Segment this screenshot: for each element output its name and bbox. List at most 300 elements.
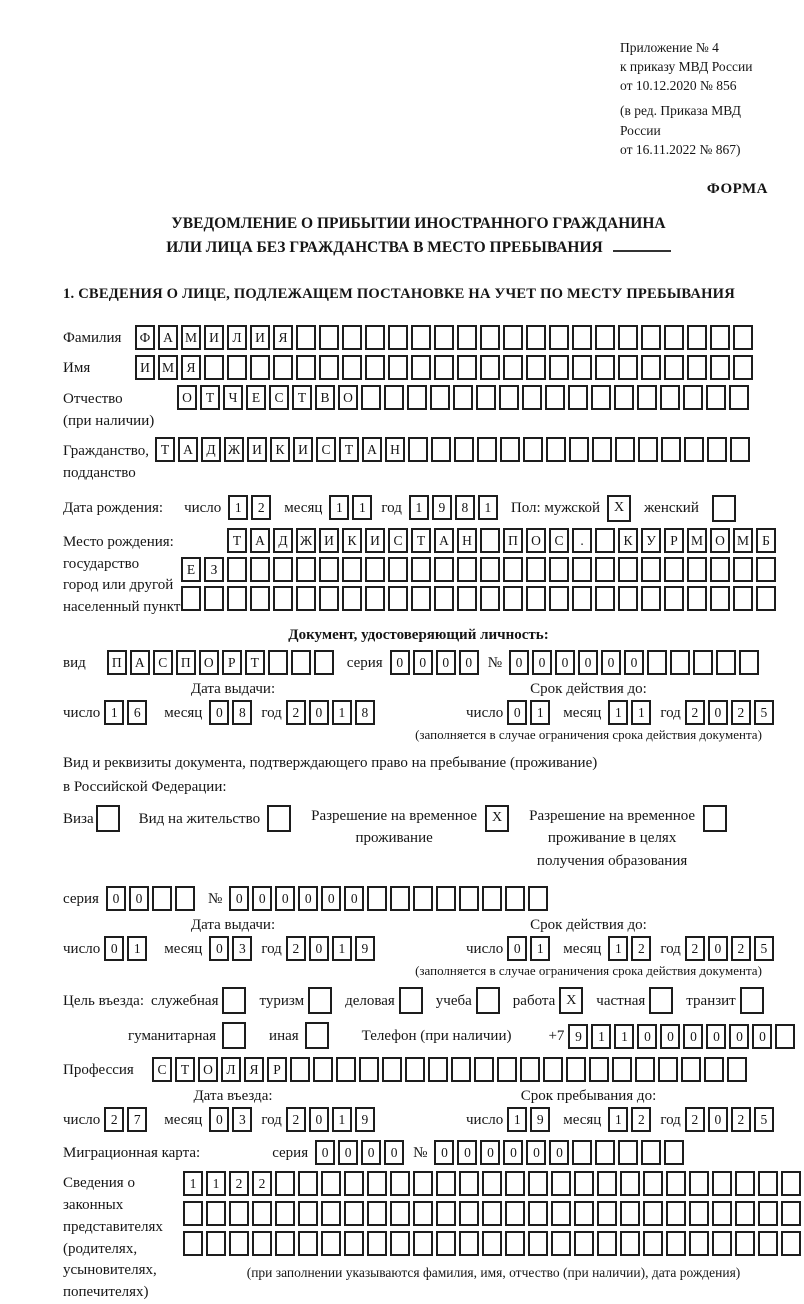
char-box[interactable]: 9 bbox=[355, 936, 375, 961]
char-box[interactable] bbox=[597, 1201, 617, 1226]
char-box[interactable]: 0 bbox=[321, 886, 341, 911]
char-box[interactable] bbox=[503, 586, 523, 611]
char-box[interactable]: Р bbox=[267, 1057, 287, 1082]
char-box[interactable] bbox=[503, 557, 523, 582]
char-box[interactable]: 1 bbox=[332, 700, 352, 725]
char-box[interactable] bbox=[183, 1201, 203, 1226]
char-box[interactable] bbox=[666, 1201, 686, 1226]
char-box[interactable] bbox=[592, 437, 612, 462]
char-box[interactable] bbox=[229, 1231, 249, 1256]
char-box[interactable] bbox=[411, 586, 431, 611]
char-box[interactable]: . bbox=[572, 528, 592, 553]
char-box[interactable] bbox=[365, 325, 385, 350]
char-box[interactable] bbox=[710, 355, 730, 380]
char-box[interactable]: А bbox=[434, 528, 454, 553]
char-box[interactable] bbox=[321, 1201, 341, 1226]
char-box[interactable] bbox=[319, 325, 339, 350]
char-box[interactable] bbox=[551, 1171, 571, 1196]
char-box[interactable]: 0 bbox=[384, 1140, 404, 1165]
char-box[interactable] bbox=[384, 385, 404, 410]
char-box[interactable]: Л bbox=[221, 1057, 241, 1082]
char-box[interactable]: О bbox=[710, 528, 730, 553]
char-box[interactable] bbox=[522, 385, 542, 410]
char-box[interactable] bbox=[342, 325, 362, 350]
char-box[interactable]: С bbox=[549, 528, 569, 553]
char-box[interactable]: О bbox=[198, 1057, 218, 1082]
char-box[interactable]: 2 bbox=[731, 700, 751, 725]
char-box[interactable] bbox=[367, 1231, 387, 1256]
char-box[interactable] bbox=[551, 1201, 571, 1226]
char-box[interactable] bbox=[568, 385, 588, 410]
char-box[interactable]: А bbox=[362, 437, 382, 462]
char-box[interactable] bbox=[399, 987, 423, 1014]
char-box[interactable] bbox=[477, 437, 497, 462]
char-box[interactable]: Ч bbox=[223, 385, 243, 410]
char-box[interactable]: 0 bbox=[309, 1107, 329, 1132]
char-box[interactable] bbox=[505, 1171, 525, 1196]
char-box[interactable]: И bbox=[135, 355, 155, 380]
char-box[interactable] bbox=[687, 355, 707, 380]
char-box[interactable]: 0 bbox=[503, 1140, 523, 1165]
char-box[interactable] bbox=[618, 355, 638, 380]
char-box[interactable] bbox=[733, 586, 753, 611]
char-box[interactable] bbox=[480, 586, 500, 611]
char-box[interactable]: 9 bbox=[432, 495, 452, 520]
char-box[interactable]: 0 bbox=[315, 1140, 335, 1165]
char-box[interactable] bbox=[367, 1171, 387, 1196]
char-box[interactable]: 1 bbox=[608, 700, 628, 725]
char-box[interactable]: П bbox=[176, 650, 196, 675]
char-box[interactable] bbox=[413, 1231, 433, 1256]
char-box[interactable] bbox=[706, 385, 726, 410]
char-box[interactable] bbox=[638, 437, 658, 462]
char-box[interactable]: 1 bbox=[631, 700, 651, 725]
char-box[interactable] bbox=[689, 1171, 709, 1196]
char-box[interactable] bbox=[591, 385, 611, 410]
char-box[interactable]: 1 bbox=[104, 700, 124, 725]
char-box[interactable]: И bbox=[319, 528, 339, 553]
char-box[interactable] bbox=[716, 650, 736, 675]
char-box[interactable] bbox=[595, 355, 615, 380]
char-box[interactable] bbox=[781, 1231, 801, 1256]
char-box[interactable]: А bbox=[178, 437, 198, 462]
char-box[interactable] bbox=[275, 1231, 295, 1256]
char-box[interactable] bbox=[319, 586, 339, 611]
char-box[interactable]: С bbox=[153, 650, 173, 675]
char-box[interactable] bbox=[268, 650, 288, 675]
char-box[interactable] bbox=[252, 1231, 272, 1256]
char-box[interactable]: 2 bbox=[286, 700, 306, 725]
char-box[interactable] bbox=[733, 355, 753, 380]
char-box[interactable] bbox=[252, 1201, 272, 1226]
char-box[interactable] bbox=[549, 586, 569, 611]
char-box[interactable] bbox=[500, 437, 520, 462]
char-box[interactable]: Ж bbox=[296, 528, 316, 553]
char-box[interactable]: М bbox=[733, 528, 753, 553]
char-box[interactable] bbox=[566, 1057, 586, 1082]
char-box[interactable] bbox=[459, 886, 479, 911]
char-box[interactable] bbox=[620, 1201, 640, 1226]
char-box[interactable] bbox=[597, 1171, 617, 1196]
char-box[interactable] bbox=[551, 1231, 571, 1256]
char-box[interactable] bbox=[267, 805, 291, 832]
char-box[interactable] bbox=[618, 586, 638, 611]
char-box[interactable] bbox=[273, 355, 293, 380]
char-box[interactable] bbox=[313, 1057, 333, 1082]
char-box[interactable] bbox=[499, 385, 519, 410]
char-box[interactable] bbox=[618, 557, 638, 582]
char-box[interactable] bbox=[618, 1140, 638, 1165]
char-box[interactable]: П bbox=[107, 650, 127, 675]
char-box[interactable] bbox=[275, 1201, 295, 1226]
char-box[interactable] bbox=[382, 1057, 402, 1082]
char-box[interactable] bbox=[683, 385, 703, 410]
char-box[interactable]: Т bbox=[411, 528, 431, 553]
char-box[interactable]: 0 bbox=[344, 886, 364, 911]
char-box[interactable] bbox=[595, 557, 615, 582]
char-box[interactable] bbox=[689, 1231, 709, 1256]
char-box[interactable]: 0 bbox=[209, 1107, 229, 1132]
char-box[interactable] bbox=[390, 1231, 410, 1256]
char-box[interactable] bbox=[344, 1171, 364, 1196]
char-box[interactable] bbox=[666, 1231, 686, 1256]
char-box[interactable]: 0 bbox=[390, 650, 410, 675]
char-box[interactable] bbox=[181, 586, 201, 611]
char-box[interactable] bbox=[344, 1201, 364, 1226]
char-box[interactable] bbox=[298, 1201, 318, 1226]
char-box[interactable]: Е bbox=[181, 557, 201, 582]
char-box[interactable] bbox=[430, 385, 450, 410]
char-box[interactable]: 0 bbox=[104, 936, 124, 961]
char-box[interactable]: 0 bbox=[298, 886, 318, 911]
char-box[interactable]: 0 bbox=[507, 700, 527, 725]
char-box[interactable]: 3 bbox=[232, 936, 252, 961]
char-box[interactable] bbox=[183, 1231, 203, 1256]
char-box[interactable] bbox=[712, 1171, 732, 1196]
char-box[interactable]: 2 bbox=[685, 1107, 705, 1132]
char-box[interactable] bbox=[664, 557, 684, 582]
char-box[interactable] bbox=[308, 987, 332, 1014]
char-box[interactable]: 0 bbox=[457, 1140, 477, 1165]
char-box[interactable] bbox=[595, 528, 615, 553]
char-box[interactable] bbox=[206, 1201, 226, 1226]
char-box[interactable] bbox=[459, 1201, 479, 1226]
char-box[interactable] bbox=[712, 495, 736, 522]
char-box[interactable] bbox=[781, 1201, 801, 1226]
char-box[interactable]: 0 bbox=[578, 650, 598, 675]
char-box[interactable]: 9 bbox=[530, 1107, 550, 1132]
char-box[interactable] bbox=[434, 325, 454, 350]
char-box[interactable] bbox=[735, 1231, 755, 1256]
char-box[interactable] bbox=[643, 1171, 663, 1196]
char-box[interactable]: 2 bbox=[286, 1107, 306, 1132]
char-box[interactable] bbox=[505, 1201, 525, 1226]
char-box[interactable]: О bbox=[177, 385, 197, 410]
char-box[interactable] bbox=[597, 1231, 617, 1256]
char-box[interactable]: 1 bbox=[478, 495, 498, 520]
char-box[interactable] bbox=[756, 557, 776, 582]
char-box[interactable]: 0 bbox=[637, 1024, 657, 1049]
char-box[interactable]: И bbox=[293, 437, 313, 462]
char-box[interactable]: И bbox=[365, 528, 385, 553]
char-box[interactable] bbox=[546, 437, 566, 462]
char-box[interactable]: К bbox=[342, 528, 362, 553]
char-box[interactable] bbox=[505, 1231, 525, 1256]
char-box[interactable]: Е bbox=[246, 385, 266, 410]
char-box[interactable] bbox=[758, 1231, 778, 1256]
char-box[interactable] bbox=[574, 1201, 594, 1226]
char-box[interactable] bbox=[227, 586, 247, 611]
char-box[interactable] bbox=[687, 325, 707, 350]
char-box[interactable]: X bbox=[485, 805, 509, 832]
char-box[interactable] bbox=[503, 355, 523, 380]
char-box[interactable]: О bbox=[199, 650, 219, 675]
char-box[interactable] bbox=[457, 586, 477, 611]
char-box[interactable] bbox=[434, 557, 454, 582]
char-box[interactable] bbox=[305, 1022, 329, 1049]
char-box[interactable] bbox=[710, 557, 730, 582]
char-box[interactable] bbox=[618, 325, 638, 350]
char-box[interactable] bbox=[781, 1171, 801, 1196]
char-box[interactable] bbox=[290, 1057, 310, 1082]
char-box[interactable]: 7 bbox=[127, 1107, 147, 1132]
char-box[interactable] bbox=[612, 1057, 632, 1082]
char-box[interactable] bbox=[549, 325, 569, 350]
char-box[interactable]: В bbox=[315, 385, 335, 410]
char-box[interactable] bbox=[480, 355, 500, 380]
char-box[interactable]: 0 bbox=[436, 650, 456, 675]
char-box[interactable]: Т bbox=[227, 528, 247, 553]
char-box[interactable] bbox=[476, 385, 496, 410]
char-box[interactable]: С bbox=[316, 437, 336, 462]
char-box[interactable]: И bbox=[250, 325, 270, 350]
char-box[interactable] bbox=[549, 355, 569, 380]
char-box[interactable] bbox=[413, 1201, 433, 1226]
char-box[interactable]: 9 bbox=[568, 1024, 588, 1049]
char-box[interactable]: 2 bbox=[229, 1171, 249, 1196]
char-box[interactable] bbox=[321, 1171, 341, 1196]
char-box[interactable]: 2 bbox=[731, 936, 751, 961]
char-box[interactable] bbox=[227, 355, 247, 380]
char-box[interactable] bbox=[434, 355, 454, 380]
char-box[interactable] bbox=[222, 987, 246, 1014]
char-box[interactable] bbox=[482, 1201, 502, 1226]
char-box[interactable] bbox=[658, 1057, 678, 1082]
char-box[interactable]: Н bbox=[457, 528, 477, 553]
char-box[interactable]: Л bbox=[227, 325, 247, 350]
char-box[interactable]: 0 bbox=[129, 886, 149, 911]
char-box[interactable]: 2 bbox=[252, 1171, 272, 1196]
char-box[interactable] bbox=[365, 355, 385, 380]
char-box[interactable]: А bbox=[130, 650, 150, 675]
char-box[interactable] bbox=[388, 586, 408, 611]
char-box[interactable] bbox=[505, 886, 525, 911]
char-box[interactable]: З bbox=[204, 557, 224, 582]
char-box[interactable] bbox=[503, 325, 523, 350]
char-box[interactable]: 0 bbox=[209, 936, 229, 961]
char-box[interactable] bbox=[574, 1231, 594, 1256]
char-box[interactable] bbox=[175, 886, 195, 911]
char-box[interactable] bbox=[733, 325, 753, 350]
char-box[interactable] bbox=[454, 437, 474, 462]
char-box[interactable]: 1 bbox=[127, 936, 147, 961]
char-box[interactable]: Т bbox=[245, 650, 265, 675]
char-box[interactable]: Д bbox=[273, 528, 293, 553]
char-box[interactable] bbox=[641, 557, 661, 582]
char-box[interactable]: Б bbox=[756, 528, 776, 553]
char-box[interactable] bbox=[319, 355, 339, 380]
char-box[interactable]: 1 bbox=[228, 495, 248, 520]
char-box[interactable]: М bbox=[687, 528, 707, 553]
char-box[interactable] bbox=[388, 325, 408, 350]
char-box[interactable] bbox=[413, 886, 433, 911]
char-box[interactable]: 0 bbox=[549, 1140, 569, 1165]
char-box[interactable] bbox=[411, 557, 431, 582]
char-box[interactable] bbox=[408, 437, 428, 462]
char-box[interactable] bbox=[710, 325, 730, 350]
char-box[interactable] bbox=[298, 1171, 318, 1196]
char-box[interactable] bbox=[661, 437, 681, 462]
char-box[interactable]: У bbox=[641, 528, 661, 553]
char-box[interactable] bbox=[735, 1201, 755, 1226]
char-box[interactable]: 0 bbox=[413, 650, 433, 675]
char-box[interactable]: Ж bbox=[224, 437, 244, 462]
char-box[interactable] bbox=[660, 385, 680, 410]
char-box[interactable]: 3 bbox=[232, 1107, 252, 1132]
char-box[interactable] bbox=[459, 1231, 479, 1256]
char-box[interactable] bbox=[647, 650, 667, 675]
char-box[interactable] bbox=[227, 557, 247, 582]
char-box[interactable] bbox=[296, 325, 316, 350]
char-box[interactable] bbox=[388, 355, 408, 380]
char-box[interactable] bbox=[222, 1022, 246, 1049]
char-box[interactable]: 1 bbox=[329, 495, 349, 520]
char-box[interactable] bbox=[684, 437, 704, 462]
char-box[interactable]: 2 bbox=[731, 1107, 751, 1132]
char-box[interactable] bbox=[273, 557, 293, 582]
char-box[interactable]: 0 bbox=[555, 650, 575, 675]
char-box[interactable]: 0 bbox=[706, 1024, 726, 1049]
char-box[interactable] bbox=[321, 1231, 341, 1256]
char-box[interactable]: 2 bbox=[685, 936, 705, 961]
char-box[interactable]: Т bbox=[292, 385, 312, 410]
char-box[interactable] bbox=[204, 355, 224, 380]
char-box[interactable]: 0 bbox=[361, 1140, 381, 1165]
char-box[interactable] bbox=[574, 1171, 594, 1196]
char-box[interactable]: О bbox=[338, 385, 358, 410]
char-box[interactable] bbox=[572, 557, 592, 582]
char-box[interactable]: 5 bbox=[754, 936, 774, 961]
char-box[interactable] bbox=[476, 987, 500, 1014]
char-box[interactable] bbox=[543, 1057, 563, 1082]
char-box[interactable]: С bbox=[269, 385, 289, 410]
char-box[interactable] bbox=[528, 1231, 548, 1256]
char-box[interactable]: Т bbox=[339, 437, 359, 462]
char-box[interactable] bbox=[572, 1140, 592, 1165]
char-box[interactable]: 0 bbox=[729, 1024, 749, 1049]
char-box[interactable] bbox=[712, 1231, 732, 1256]
char-box[interactable] bbox=[526, 557, 546, 582]
char-box[interactable] bbox=[549, 557, 569, 582]
char-box[interactable] bbox=[250, 355, 270, 380]
char-box[interactable]: 1 bbox=[183, 1171, 203, 1196]
char-box[interactable] bbox=[275, 1171, 295, 1196]
char-box[interactable] bbox=[595, 325, 615, 350]
char-box[interactable]: Я bbox=[273, 325, 293, 350]
char-box[interactable]: С bbox=[152, 1057, 172, 1082]
char-box[interactable] bbox=[775, 1024, 795, 1049]
char-box[interactable]: Т bbox=[175, 1057, 195, 1082]
char-box[interactable] bbox=[296, 355, 316, 380]
char-box[interactable] bbox=[428, 1057, 448, 1082]
char-box[interactable]: X bbox=[559, 987, 583, 1014]
char-box[interactable] bbox=[664, 325, 684, 350]
char-box[interactable]: Р bbox=[222, 650, 242, 675]
char-box[interactable]: 5 bbox=[754, 1107, 774, 1132]
char-box[interactable] bbox=[528, 886, 548, 911]
char-box[interactable]: 2 bbox=[104, 1107, 124, 1132]
char-box[interactable]: Т bbox=[200, 385, 220, 410]
char-box[interactable] bbox=[670, 650, 690, 675]
char-box[interactable] bbox=[758, 1171, 778, 1196]
char-box[interactable]: 1 bbox=[507, 1107, 527, 1132]
char-box[interactable] bbox=[457, 325, 477, 350]
char-box[interactable] bbox=[572, 325, 592, 350]
char-box[interactable]: И bbox=[247, 437, 267, 462]
char-box[interactable] bbox=[643, 1231, 663, 1256]
char-box[interactable] bbox=[296, 586, 316, 611]
char-box[interactable] bbox=[637, 385, 657, 410]
char-box[interactable]: 2 bbox=[631, 1107, 651, 1132]
char-box[interactable]: 0 bbox=[480, 1140, 500, 1165]
char-box[interactable] bbox=[595, 586, 615, 611]
char-box[interactable] bbox=[523, 437, 543, 462]
char-box[interactable] bbox=[710, 586, 730, 611]
char-box[interactable] bbox=[526, 586, 546, 611]
char-box[interactable]: Я bbox=[244, 1057, 264, 1082]
char-box[interactable]: 2 bbox=[631, 936, 651, 961]
char-box[interactable] bbox=[298, 1231, 318, 1256]
char-box[interactable] bbox=[342, 557, 362, 582]
char-box[interactable]: К bbox=[618, 528, 638, 553]
char-box[interactable] bbox=[641, 586, 661, 611]
char-box[interactable] bbox=[733, 557, 753, 582]
char-box[interactable] bbox=[643, 1201, 663, 1226]
char-box[interactable] bbox=[229, 1201, 249, 1226]
char-box[interactable]: 0 bbox=[601, 650, 621, 675]
char-box[interactable]: 1 bbox=[530, 936, 550, 961]
char-box[interactable]: Ф bbox=[135, 325, 155, 350]
char-box[interactable] bbox=[664, 355, 684, 380]
char-box[interactable] bbox=[572, 586, 592, 611]
char-box[interactable] bbox=[693, 650, 713, 675]
char-box[interactable] bbox=[431, 437, 451, 462]
char-box[interactable] bbox=[291, 650, 311, 675]
char-box[interactable] bbox=[664, 1140, 684, 1165]
char-box[interactable]: 8 bbox=[455, 495, 475, 520]
char-box[interactable]: 0 bbox=[252, 886, 272, 911]
char-box[interactable]: 1 bbox=[608, 1107, 628, 1132]
char-box[interactable]: 1 bbox=[332, 936, 352, 961]
char-box[interactable] bbox=[273, 586, 293, 611]
char-box[interactable] bbox=[480, 325, 500, 350]
char-box[interactable]: 0 bbox=[507, 936, 527, 961]
char-box[interactable] bbox=[526, 325, 546, 350]
char-box[interactable] bbox=[359, 1057, 379, 1082]
char-box[interactable]: 0 bbox=[708, 1107, 728, 1132]
char-box[interactable]: 9 bbox=[355, 1107, 375, 1132]
char-box[interactable] bbox=[319, 557, 339, 582]
